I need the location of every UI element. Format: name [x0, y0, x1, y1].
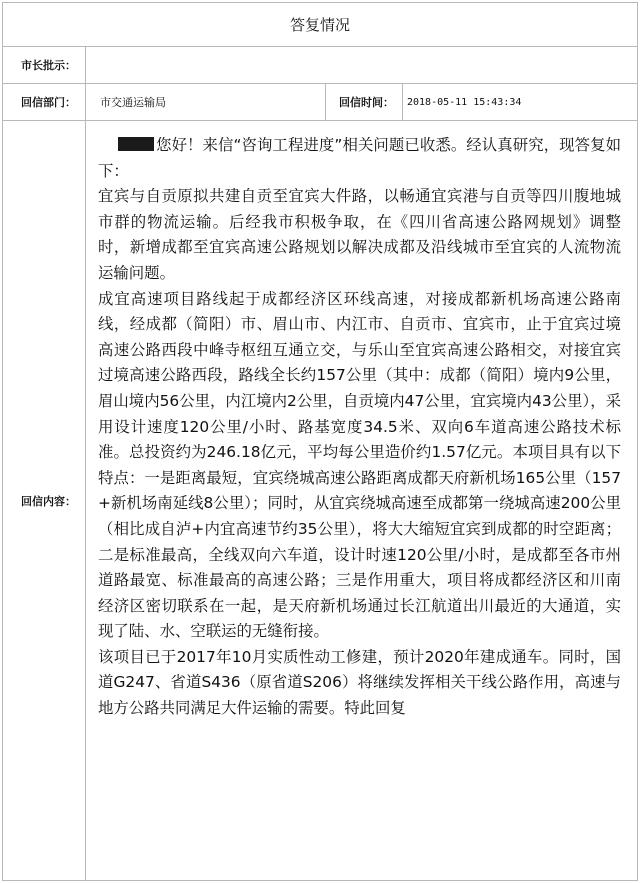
reply-time-value: 2018-05-11 15:43:34 — [407, 96, 522, 108]
mayor-instruction-value — [86, 47, 637, 83]
greeting-text: 您好！来信“咨询工程进度”相关问题已收悉。经认真研究，现答复如下： — [98, 136, 621, 180]
page-title: 答复情况 — [3, 3, 637, 47]
redaction-block — [118, 137, 154, 151]
reply-paragraph: 成宜高速项目路线起于成都经济区环线高速，对接成都新机场高速公路南线，经成都（简阳）市、眉山市、内江市、自贡市、宜宾市，止于宜宾过境高速公路西段中峰寺枢纽互通立交，与乐山至宜宾高速公路相交，对接宜宾过境高速公路西段，路线全长约157公里（其中：成都（简阳）境内9公里，眉山境内56公里，内江境内2公里，自贡境内47公里，宜宾境内43公里），采用设计速度120公里/小时、路基宽度34.5米、双向6车道高速公路技术标准。总投资约为246.18亿元，平均每公里造价约1.57亿元。本项目具有以下特点：一是距离最短，宜宾绕城高速公路距离成都天府新机场165公里（157+新机场南延线8公里）；同时，从宜宾绕城高速至成都第一绕城高速200公里（相比成自泸+内宜高速节约35公里），将大大缩短宜宾到成都的时空距离；二是标准最高，全线双向六车道，设计时速120公里/小时，是成都至各市州道路最宽、标准最高的高速公路；三是作用重大，项目将成都经济区和川南经济区密切联系在一起，是天府新机场通过长江航道出川最近的大通道，实现了陆、水、空联运的无缝衔接。 — [98, 289, 621, 641]
mayor-instruction-label: 市长批示： — [3, 47, 86, 83]
reply-department-label: 回信部门： — [3, 84, 86, 120]
reply-content-body — [98, 133, 621, 722]
reply-content-label: 回信内容： — [3, 121, 86, 880]
reply-sheet — [2, 2, 638, 881]
mayor-instruction-row — [3, 47, 637, 84]
reply-time-label: 回信时间： — [326, 84, 403, 120]
reply-content-row — [3, 121, 637, 880]
reply-meta-row — [3, 84, 637, 121]
reply-paragraph: 该项目已于2017年10月实质性动工修建，预计2020年建成通车。同时，国道G247、省道S436（原省道S206）将继续发挥相关干线公路作用，高速与地方公路共同满足大件运输的需要。特此回复 — [98, 647, 621, 718]
reply-paragraph: 宜宾与自贡原拟共建自贡至宜宾大件路，以畅通宜宾港与自贡等四川腹地城市群的物流运输。后经我市积极争取，在《四川省高速公路网规划》调整时，新增成都至宜宾高速公路规划以解决成都及沿线城市至宜宾的人流物流运输问题。 — [98, 187, 621, 282]
reply-department-value: 市交通运输局 — [86, 84, 326, 120]
reply-greeting — [98, 133, 621, 184]
